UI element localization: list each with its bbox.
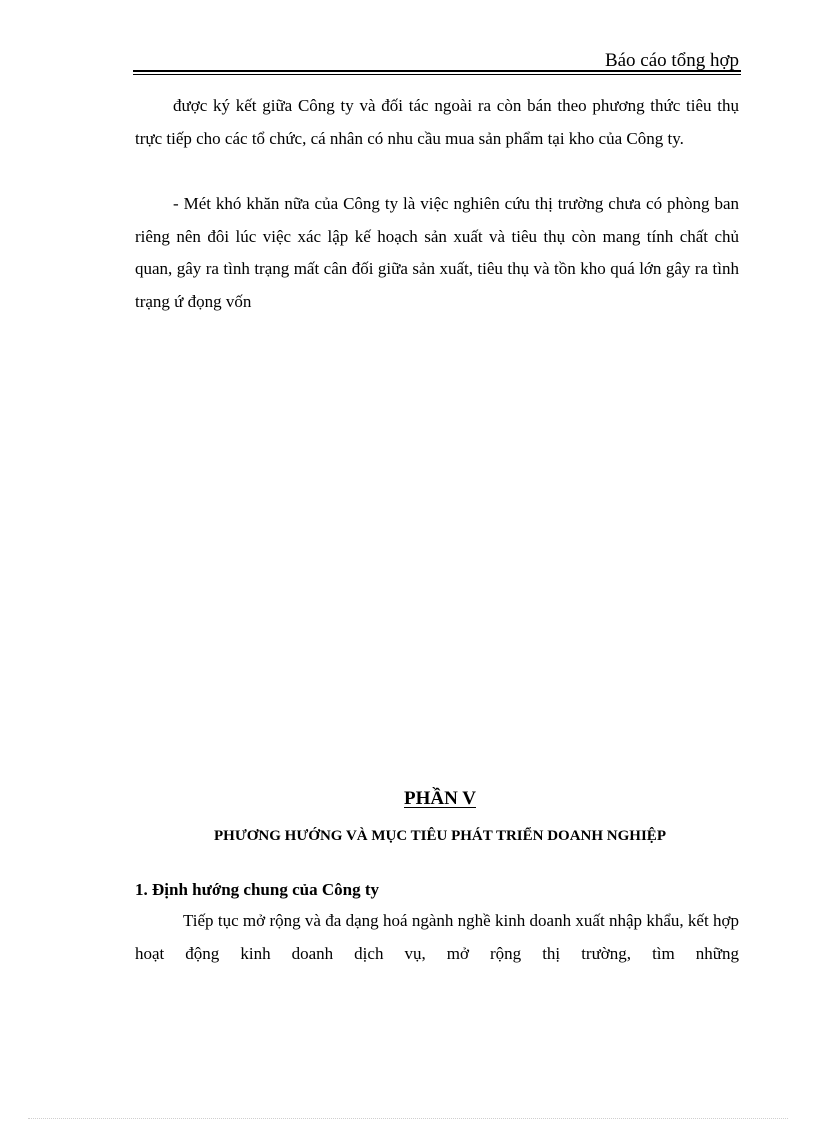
section-heading: 1. Định hướng chung của Công ty xyxy=(135,880,379,899)
paragraph-difficulty: - Mét khó khăn nữa của Công ty là việc nghiên cứu thị trường chưa có phòng ban riêng nên đôi lúc việc xác lập kế hoạch sản xuất và tiêu thụ còn mang tính chất chủ quan, gây ra tình trạng mất cân đối giữa sản xuất, tiêu thụ và tồn kho quá lớn gây ra tình trạng ứ đọng vốn xyxy=(135,194,739,311)
part-title: PHƯƠNG HƯỚNG VÀ MỤC TIÊU PHÁT TRIỂN DOANH NGHIỆP xyxy=(214,828,666,844)
header-rule-thin xyxy=(133,74,741,75)
part-heading-text: PHẦN V xyxy=(404,788,476,809)
part-heading xyxy=(0,788,816,810)
paragraph-continuation: được ký kết giữa Công ty và đối tác ngoài ra còn bán theo phương thức tiêu thụ trực tiếp cho các tổ chức, cá nhân có nhu cầu mua sản phẩm tại kho của Công ty. xyxy=(135,96,739,148)
paragraph-orientation: Tiếp tục mở rộng và đa dạng hoá ngành nghề kinh doanh xuất nhập khẩu, kết hợp hoạt động kinh doanh dịch vụ, mở rộng thị trường, tìm những xyxy=(135,911,739,963)
header-rule-thick xyxy=(133,70,741,72)
header-title: Báo cáo tổng hợp xyxy=(604,50,739,71)
page-bottom-border xyxy=(28,1118,788,1119)
